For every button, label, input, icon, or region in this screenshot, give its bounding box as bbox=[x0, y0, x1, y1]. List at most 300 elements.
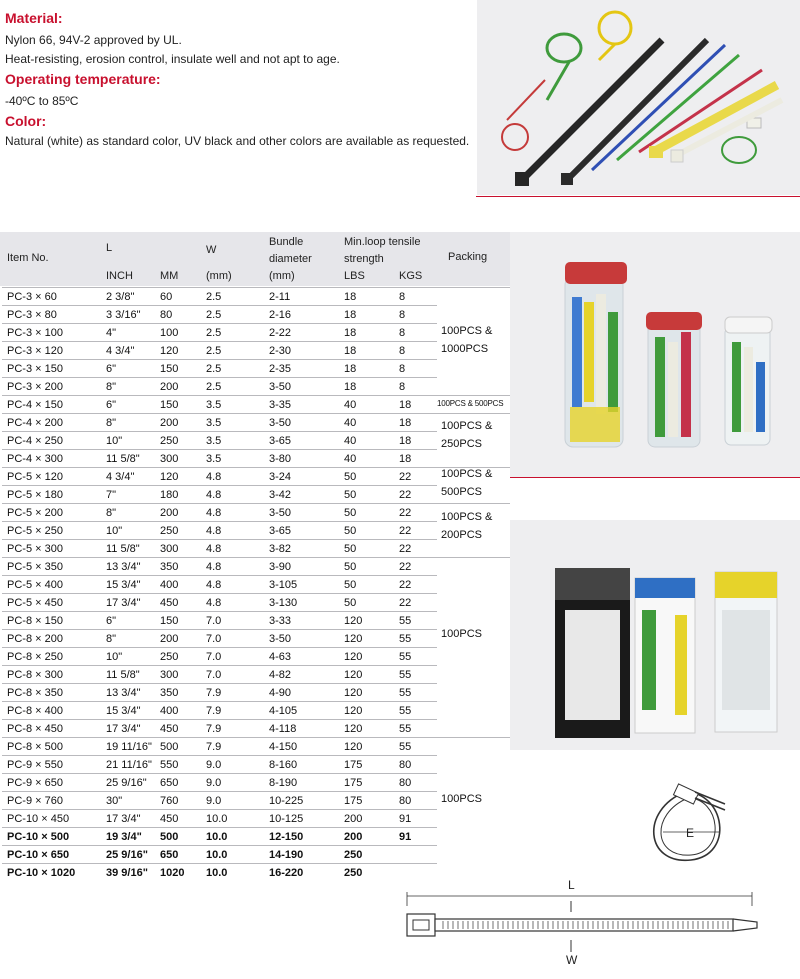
cell-lbs: 18 bbox=[344, 309, 357, 321]
cell-inch: 15 3/4" bbox=[106, 705, 141, 717]
packing-label: 100PCS bbox=[441, 793, 482, 805]
cell-mm: 200 bbox=[160, 417, 179, 429]
cell-lbs: 175 bbox=[344, 777, 363, 789]
cell-inch: 17 3/4" bbox=[106, 723, 141, 735]
table-row bbox=[0, 648, 510, 666]
cell-bundle: 3-65 bbox=[269, 435, 292, 447]
table-row bbox=[0, 468, 510, 486]
cell-item: PC-5 × 250 bbox=[7, 525, 63, 537]
cell-inch: 6" bbox=[106, 399, 117, 411]
cell-mm: 150 bbox=[160, 363, 179, 375]
table-row bbox=[0, 612, 510, 630]
color-heading: Color: bbox=[5, 113, 47, 129]
cell-mm: 650 bbox=[160, 777, 179, 789]
cell-mm: 80 bbox=[160, 309, 173, 321]
cell-inch: 13 3/4" bbox=[106, 561, 141, 573]
cell-bundle: 3-80 bbox=[269, 453, 292, 465]
cell-inch: 11 5/8" bbox=[106, 669, 140, 681]
cell-lbs: 120 bbox=[344, 615, 363, 627]
header-bundle-unit: (mm) bbox=[269, 270, 295, 282]
packing-label: 500PCS bbox=[441, 486, 482, 498]
cell-kgs: 80 bbox=[399, 795, 412, 807]
cell-kgs: 18 bbox=[399, 399, 412, 411]
cell-inch: 2 3/8" bbox=[106, 291, 135, 303]
header-l: L bbox=[106, 242, 113, 254]
material-heading: Material: bbox=[5, 10, 63, 26]
header-mm: MM bbox=[160, 270, 179, 282]
cell-bundle: 4-63 bbox=[269, 651, 292, 663]
packing-divider bbox=[437, 503, 510, 504]
header-packing: Packing bbox=[448, 251, 488, 263]
cell-mm: 400 bbox=[160, 579, 179, 591]
cell-lbs: 120 bbox=[344, 669, 363, 681]
cell-w: 4.8 bbox=[206, 597, 222, 609]
cell-inch: 8" bbox=[106, 507, 117, 519]
table-row bbox=[0, 450, 510, 468]
cell-lbs: 18 bbox=[344, 291, 357, 303]
diagram-label-e: E bbox=[686, 826, 695, 840]
cell-kgs: 18 bbox=[399, 453, 412, 465]
cell-inch: 4 3/4" bbox=[106, 471, 135, 483]
cell-kgs: 8 bbox=[399, 309, 406, 321]
cell-inch: 17 3/4" bbox=[106, 813, 141, 825]
cell-w: 7.0 bbox=[206, 669, 222, 681]
table-row bbox=[0, 576, 510, 594]
cell-item: PC-8 × 450 bbox=[7, 723, 63, 735]
cell-inch: 4" bbox=[106, 327, 117, 339]
cell-item: PC-8 × 300 bbox=[7, 669, 63, 681]
cell-bundle: 4-90 bbox=[269, 687, 292, 699]
cell-bundle: 12-150 bbox=[269, 831, 304, 843]
packing-divider bbox=[437, 413, 510, 414]
cell-w: 4.8 bbox=[206, 525, 222, 537]
cell-inch: 10" bbox=[106, 525, 123, 537]
cell-lbs: 120 bbox=[344, 741, 363, 753]
cell-item: PC-3 × 100 bbox=[7, 327, 63, 339]
cell-w: 10.0 bbox=[206, 831, 228, 843]
cell-item: PC-10 × 450 bbox=[7, 813, 70, 825]
cell-kgs: 22 bbox=[399, 579, 412, 591]
cell-kgs: 18 bbox=[399, 417, 412, 429]
cell-mm: 760 bbox=[160, 795, 179, 807]
cell-w: 4.8 bbox=[206, 489, 222, 501]
cell-w: 3.5 bbox=[206, 453, 222, 465]
cell-item: PC-5 × 300 bbox=[7, 543, 63, 555]
packing-label: 100PCS & bbox=[441, 420, 493, 432]
cell-inch: 8" bbox=[106, 417, 117, 429]
cell-item: PC-9 × 760 bbox=[7, 795, 63, 807]
cell-w: 3.5 bbox=[206, 435, 222, 447]
cell-lbs: 120 bbox=[344, 651, 363, 663]
cell-lbs: 50 bbox=[344, 489, 357, 501]
cell-inch: 13 3/4" bbox=[106, 687, 141, 699]
table-row bbox=[0, 738, 510, 756]
cell-w: 7.9 bbox=[206, 741, 222, 753]
color-paragraph: Natural (white) as standard color, UV black and other colors are available as requested. bbox=[5, 134, 470, 148]
cell-w: 2.5 bbox=[206, 363, 222, 375]
cell-inch: 19 3/4" bbox=[106, 831, 142, 843]
header-tensile-1: Min.loop tensile bbox=[344, 236, 421, 248]
table-row bbox=[0, 630, 510, 648]
cell-kgs: 55 bbox=[399, 741, 412, 753]
table-row bbox=[0, 756, 510, 774]
header-bundle-2: diameter bbox=[269, 253, 312, 265]
cell-lbs: 250 bbox=[344, 849, 363, 861]
cell-bundle: 2-11 bbox=[269, 291, 291, 303]
packing-label: 100PCS & bbox=[441, 468, 493, 480]
cell-kgs: 55 bbox=[399, 633, 412, 645]
cell-item: PC-5 × 400 bbox=[7, 579, 63, 591]
cell-item: PC-4 × 200 bbox=[7, 417, 63, 429]
cell-bundle: 4-82 bbox=[269, 669, 292, 681]
cell-mm: 400 bbox=[160, 705, 179, 717]
packing-label: 100PCS & bbox=[441, 325, 493, 337]
cell-inch: 8" bbox=[106, 381, 117, 393]
cell-bundle: 8-190 bbox=[269, 777, 298, 789]
table-row bbox=[0, 306, 510, 324]
cell-w: 7.9 bbox=[206, 687, 222, 699]
header-bundle-1: Bundle bbox=[269, 236, 304, 248]
cell-lbs: 40 bbox=[344, 453, 357, 465]
cell-lbs: 40 bbox=[344, 417, 357, 429]
cell-kgs: 55 bbox=[399, 669, 412, 681]
cell-lbs: 18 bbox=[344, 363, 357, 375]
cell-w: 4.8 bbox=[206, 561, 222, 573]
cell-inch: 19 11/16" bbox=[106, 741, 152, 753]
header-w: W bbox=[206, 244, 217, 256]
cell-item: PC-4 × 150 bbox=[7, 399, 63, 411]
table-row bbox=[0, 702, 510, 720]
table-header bbox=[0, 232, 510, 286]
cell-item: PC-5 × 350 bbox=[7, 561, 63, 573]
cell-lbs: 120 bbox=[344, 687, 363, 699]
cell-bundle: 16-220 bbox=[269, 867, 304, 879]
cell-bundle: 14-190 bbox=[269, 849, 304, 861]
cell-kgs: 22 bbox=[399, 597, 412, 609]
cell-kgs: 22 bbox=[399, 543, 412, 555]
cell-kgs: 22 bbox=[399, 561, 412, 573]
cell-w: 4.8 bbox=[206, 507, 222, 519]
cell-mm: 350 bbox=[160, 561, 179, 573]
packing-divider bbox=[437, 557, 510, 558]
cell-inch: 3 3/16" bbox=[106, 309, 141, 321]
cell-item: PC-5 × 450 bbox=[7, 597, 63, 609]
cell-lbs: 18 bbox=[344, 381, 357, 393]
cell-item: PC-3 × 120 bbox=[7, 345, 63, 357]
cell-bundle: 3-50 bbox=[269, 381, 292, 393]
cell-item: PC-8 × 500 bbox=[7, 741, 63, 753]
cell-mm: 350 bbox=[160, 687, 179, 699]
cell-mm: 500 bbox=[160, 741, 179, 753]
cell-w: 2.5 bbox=[206, 309, 222, 321]
header-kgs: KGS bbox=[399, 270, 423, 282]
cell-kgs: 8 bbox=[399, 363, 406, 375]
cell-bundle: 2-35 bbox=[269, 363, 292, 375]
header-lbs: LBS bbox=[344, 270, 365, 282]
cell-w: 7.9 bbox=[206, 723, 222, 735]
cell-inch: 30" bbox=[106, 795, 123, 807]
cell-mm: 550 bbox=[160, 759, 179, 771]
cell-bundle: 2-22 bbox=[269, 327, 292, 339]
cell-lbs: 250 bbox=[344, 867, 363, 879]
cell-lbs: 50 bbox=[344, 471, 357, 483]
table-row bbox=[0, 522, 510, 540]
cell-w: 7.0 bbox=[206, 651, 222, 663]
table-row bbox=[0, 666, 510, 684]
cell-w: 4.8 bbox=[206, 543, 222, 555]
cell-mm: 450 bbox=[160, 813, 179, 825]
cell-bundle: 3-130 bbox=[269, 597, 298, 609]
cell-lbs: 50 bbox=[344, 561, 357, 573]
cable-ties-illustration bbox=[477, 0, 800, 195]
cell-item: PC-8 × 250 bbox=[7, 651, 63, 663]
cell-mm: 450 bbox=[160, 597, 179, 609]
cell-lbs: 200 bbox=[344, 813, 363, 825]
cell-item: PC-4 × 250 bbox=[7, 435, 63, 447]
cell-kgs: 22 bbox=[399, 507, 412, 519]
cell-inch: 25 9/16" bbox=[106, 849, 148, 861]
cell-inch: 10" bbox=[106, 651, 123, 663]
cell-w: 9.0 bbox=[206, 795, 222, 807]
cell-w: 2.5 bbox=[206, 291, 222, 303]
cell-item: PC-9 × 550 bbox=[7, 759, 63, 771]
separator-line-middle bbox=[510, 477, 800, 478]
cell-kgs: 22 bbox=[399, 489, 412, 501]
cell-kgs: 55 bbox=[399, 723, 412, 735]
cell-lbs: 50 bbox=[344, 579, 357, 591]
cell-kgs: 55 bbox=[399, 615, 412, 627]
cell-item: PC-3 × 80 bbox=[7, 309, 57, 321]
packing-divider bbox=[437, 737, 510, 738]
cell-mm: 300 bbox=[160, 453, 179, 465]
table-row bbox=[0, 414, 510, 432]
packing-label: 100PCS bbox=[441, 628, 482, 640]
separator-line-top bbox=[476, 196, 800, 197]
table-row bbox=[0, 324, 510, 342]
bags-photo bbox=[510, 520, 800, 750]
cell-item: PC-8 × 150 bbox=[7, 615, 63, 627]
cell-inch: 7" bbox=[106, 489, 117, 501]
material-line-2: Heat-resisting, erosion control, insulate well and not apt to age. bbox=[5, 52, 340, 66]
packing-label: 200PCS bbox=[441, 529, 482, 541]
cell-kgs: 8 bbox=[399, 327, 406, 339]
cell-w: 7.0 bbox=[206, 633, 222, 645]
cell-mm: 500 bbox=[160, 831, 179, 843]
operating-line: -40ºC to 85ºC bbox=[5, 94, 79, 108]
table-row bbox=[0, 378, 510, 396]
cell-lbs: 175 bbox=[344, 759, 363, 771]
cell-w: 2.5 bbox=[206, 345, 222, 357]
cell-bundle: 3-35 bbox=[269, 399, 292, 411]
cell-kgs: 91 bbox=[399, 813, 412, 825]
cell-item: PC-3 × 200 bbox=[7, 381, 63, 393]
cell-w: 10.0 bbox=[206, 813, 228, 825]
cell-bundle: 2-16 bbox=[269, 309, 292, 321]
cell-lbs: 200 bbox=[344, 831, 363, 843]
cell-item: PC-8 × 350 bbox=[7, 687, 63, 699]
cell-lbs: 120 bbox=[344, 723, 363, 735]
cell-lbs: 50 bbox=[344, 525, 357, 537]
cell-kgs: 91 bbox=[399, 831, 412, 843]
cell-kgs: 55 bbox=[399, 705, 412, 717]
cell-mm: 300 bbox=[160, 543, 179, 555]
diagram-label-w: W bbox=[566, 953, 578, 967]
cell-bundle: 3-50 bbox=[269, 417, 292, 429]
cell-inch: 8" bbox=[106, 633, 117, 645]
table-row bbox=[0, 360, 510, 378]
cell-lbs: 120 bbox=[344, 633, 363, 645]
cell-item: PC-5 × 120 bbox=[7, 471, 63, 483]
cell-bundle: 4-118 bbox=[269, 723, 297, 735]
cell-item: PC-3 × 60 bbox=[7, 291, 57, 303]
header-tensile-2: strength bbox=[344, 253, 384, 265]
material-line-1: Nylon 66, 94V-2 approved by UL. bbox=[5, 33, 182, 47]
cell-bundle: 3-90 bbox=[269, 561, 292, 573]
cell-w: 10.0 bbox=[206, 849, 228, 861]
packing-label: 250PCS bbox=[441, 438, 482, 450]
cell-item: PC-8 × 200 bbox=[7, 633, 63, 645]
cell-inch: 4 3/4" bbox=[106, 345, 135, 357]
cell-mm: 450 bbox=[160, 723, 179, 735]
cell-item: PC-10 × 500 bbox=[7, 831, 70, 843]
cell-lbs: 50 bbox=[344, 597, 357, 609]
cell-bundle: 10-125 bbox=[269, 813, 304, 825]
cell-kgs: 8 bbox=[399, 345, 406, 357]
cell-mm: 250 bbox=[160, 525, 179, 537]
table-row bbox=[0, 342, 510, 360]
cell-inch: 11 5/8" bbox=[106, 543, 140, 555]
table-row bbox=[0, 594, 510, 612]
cell-bundle: 3-105 bbox=[269, 579, 298, 591]
cell-mm: 100 bbox=[160, 327, 179, 339]
cell-kgs: 80 bbox=[399, 777, 412, 789]
cell-kgs: 22 bbox=[399, 525, 412, 537]
cell-bundle: 3-42 bbox=[269, 489, 292, 501]
cell-mm: 180 bbox=[160, 489, 179, 501]
cell-w: 2.5 bbox=[206, 327, 222, 339]
cell-kgs: 55 bbox=[399, 651, 412, 663]
cell-item: PC-4 × 300 bbox=[7, 453, 63, 465]
cell-item: PC-9 × 650 bbox=[7, 777, 63, 789]
cell-mm: 120 bbox=[160, 345, 179, 357]
cell-bundle: 3-65 bbox=[269, 525, 292, 537]
packing-label: 100PCS & 500PCS bbox=[437, 399, 504, 408]
cell-mm: 650 bbox=[160, 849, 179, 861]
jars-illustration bbox=[510, 232, 800, 477]
cell-bundle: 3-50 bbox=[269, 633, 292, 645]
cell-mm: 300 bbox=[160, 669, 179, 681]
cell-w: 10.0 bbox=[206, 867, 228, 879]
tie-diagram-drawing bbox=[395, 780, 800, 974]
cell-mm: 60 bbox=[160, 291, 173, 303]
cell-item: PC-5 × 180 bbox=[7, 489, 63, 501]
cell-inch: 39 9/16" bbox=[106, 867, 148, 879]
cell-mm: 200 bbox=[160, 381, 179, 393]
cell-w: 9.0 bbox=[206, 759, 222, 771]
cell-inch: 6" bbox=[106, 615, 117, 627]
table-row bbox=[0, 558, 510, 576]
cable-ties-photo bbox=[477, 0, 800, 195]
cell-inch: 17 3/4" bbox=[106, 597, 141, 609]
cell-w: 4.8 bbox=[206, 579, 222, 591]
cell-inch: 25 9/16" bbox=[106, 777, 147, 789]
header-w-unit: (mm) bbox=[206, 270, 232, 282]
cell-mm: 120 bbox=[160, 471, 179, 483]
table-row bbox=[0, 504, 510, 522]
cell-lbs: 40 bbox=[344, 435, 357, 447]
cell-lbs: 50 bbox=[344, 543, 357, 555]
table-row bbox=[0, 288, 510, 306]
table-row bbox=[0, 396, 510, 414]
table-row bbox=[0, 486, 510, 504]
table-row bbox=[0, 684, 510, 702]
jars-photo bbox=[510, 232, 800, 477]
header-item-no: Item No. bbox=[7, 252, 49, 264]
cell-bundle: 3-50 bbox=[269, 507, 292, 519]
cell-kgs: 18 bbox=[399, 435, 412, 447]
table-row bbox=[0, 432, 510, 450]
cell-kgs: 22 bbox=[399, 471, 412, 483]
cell-item: PC-5 × 200 bbox=[7, 507, 63, 519]
cell-inch: 11 5/8" bbox=[106, 453, 140, 465]
cell-lbs: 175 bbox=[344, 795, 363, 807]
cell-kgs: 8 bbox=[399, 291, 406, 303]
table-row bbox=[0, 540, 510, 558]
tie-diagram bbox=[395, 780, 800, 974]
cell-item: PC-8 × 400 bbox=[7, 705, 63, 717]
bags-illustration bbox=[510, 520, 800, 750]
cell-item: PC-3 × 150 bbox=[7, 363, 63, 375]
cell-lbs: 40 bbox=[344, 399, 357, 411]
cell-item: PC-10 × 1020 bbox=[7, 867, 76, 879]
diagram-label-l: L bbox=[568, 878, 575, 892]
cell-bundle: 4-150 bbox=[269, 741, 298, 753]
cell-lbs: 120 bbox=[344, 705, 363, 717]
cell-w: 2.5 bbox=[206, 381, 222, 393]
cell-mm: 200 bbox=[160, 633, 179, 645]
cell-kgs: 55 bbox=[399, 687, 412, 699]
cell-bundle: 4-105 bbox=[269, 705, 298, 717]
header-divider bbox=[2, 287, 510, 288]
cell-w: 9.0 bbox=[206, 777, 222, 789]
cell-bundle: 8-160 bbox=[269, 759, 298, 771]
packing-label: 100PCS & bbox=[441, 511, 493, 523]
cell-kgs: 80 bbox=[399, 759, 412, 771]
cell-w: 7.0 bbox=[206, 615, 222, 627]
cell-bundle: 3-33 bbox=[269, 615, 292, 627]
cell-mm: 200 bbox=[160, 507, 179, 519]
cell-w: 4.8 bbox=[206, 471, 222, 483]
cell-item: PC-10 × 650 bbox=[7, 849, 70, 861]
cell-lbs: 18 bbox=[344, 327, 357, 339]
table-row bbox=[0, 720, 510, 738]
cell-bundle: 2-30 bbox=[269, 345, 292, 357]
cell-w: 3.5 bbox=[206, 399, 222, 411]
packing-label: 1000PCS bbox=[441, 343, 489, 355]
cell-inch: 21 11/16" bbox=[106, 759, 152, 771]
cell-mm: 1020 bbox=[160, 867, 185, 879]
cell-mm: 150 bbox=[160, 399, 179, 411]
cell-lbs: 50 bbox=[344, 507, 357, 519]
cell-inch: 10" bbox=[106, 435, 123, 447]
cell-bundle: 3-82 bbox=[269, 543, 292, 555]
cell-w: 7.9 bbox=[206, 705, 222, 717]
header-inch: INCH bbox=[106, 270, 133, 282]
cell-mm: 150 bbox=[160, 615, 179, 627]
cell-lbs: 18 bbox=[344, 345, 357, 357]
cell-inch: 15 3/4" bbox=[106, 579, 141, 591]
cell-inch: 6" bbox=[106, 363, 117, 375]
